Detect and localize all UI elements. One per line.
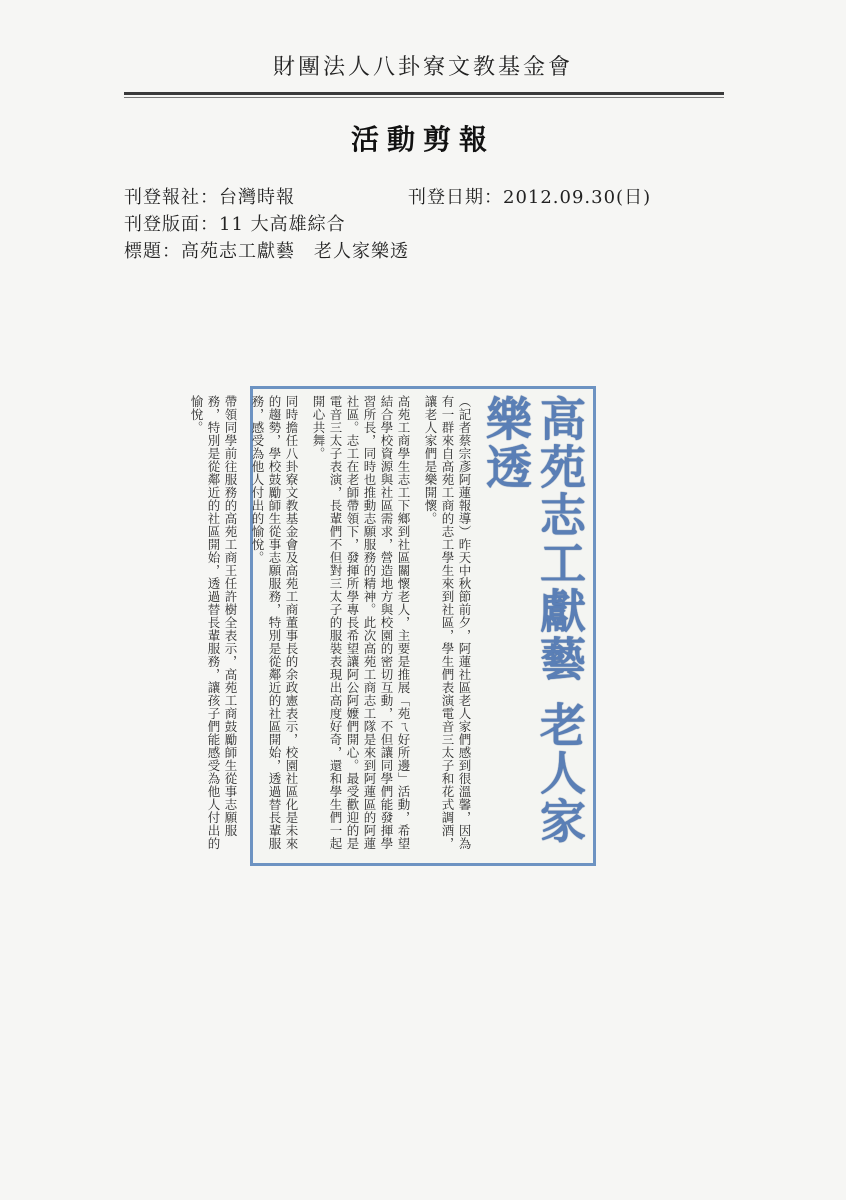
headline-field: 標題：高苑志工獻藝 老人家樂透 <box>124 241 409 262</box>
section-field: 刊登版面：11 大高雄綜合 <box>124 214 346 235</box>
clipping-body <box>189 395 587 857</box>
newspaper-field: 刊登報社：台灣時報 <box>124 187 295 208</box>
organization-title: 財團法人八卦寮文教基金會 <box>272 55 573 80</box>
article-paragraph: 高苑工商學生志工下鄉到社區關懷老人，主要是推展「苑ㄟ好所邊」活動，希望結合學校資源與社區需求，營造地方與校園的密切互動，不但讓同學們能發揮學習所長，同時也推動志願服務的精神。此次高苑工商志工隊是來到阿蓮區的阿蓮社區。志工在老師帶領下，發揮所學專長希望讓阿公阿嬤們開心。最受歡迎的是電音三太子表演，長輩們不但對三太子的服裝表現出高度好奇，還和學生們一起開心共舞。 <box>311 395 411 850</box>
header-rule-thin <box>124 97 724 98</box>
article-paragraph: （記者蔡宗彥阿蓮報導）昨天中秋節前夕，阿蓮社區老人家們感到很溫馨，因為有一群來自高苑工商的志工學生來到社區，學生們表演電音三太子和花式調酒，讓老人家們是樂開懷。 <box>423 395 472 850</box>
newspaper-clipping <box>189 386 596 866</box>
publish-date-field: 刊登日期：2012.09.30(日) <box>408 187 652 208</box>
clipping-headline: 高苑志工獻藝 老人家樂透 <box>479 395 587 846</box>
article-paragraph: 同時擔任八卦寮文教基金會及高苑工商董事長的余政憲表示，校園社區化是未來的趨勢，學校鼓勵師生從事志願服務，特別是從鄰近的社區開始，透過替長輩服務，感受為他人付出的愉悅。 <box>250 395 299 850</box>
document-title: 活動剪報 <box>350 123 495 156</box>
article-paragraph: 帶領同學前往服務的高苑工商王任許樹全表示，高苑工商鼓勵師生從事志願服務，特別是從鄰近的社區開始，透過替長輩服務，讓孩子們能感受為他人付出的愉悅。 <box>189 395 238 850</box>
header-rule <box>124 92 724 95</box>
clipping-article <box>188 395 473 857</box>
